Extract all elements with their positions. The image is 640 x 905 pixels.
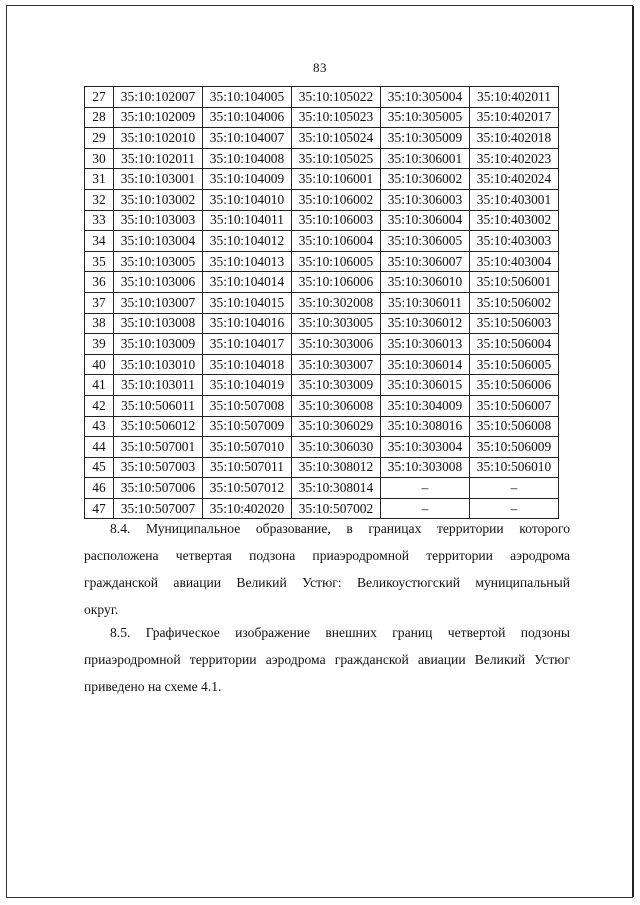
cadastral-number-cell: 35:10:403003 (470, 231, 559, 252)
cadastral-number-cell: 35:10:402024 (470, 169, 559, 190)
cadastral-number-cell: 35:10:106004 (292, 231, 381, 252)
cadastral-number-cell: 35:10:103008 (114, 313, 203, 334)
cadastral-number-cell: 35:10:305004 (381, 87, 470, 108)
table-row (85, 169, 559, 190)
paragraph-line: гражданской авиации Великий Устюг: Великоустюгский муниципальный (84, 575, 570, 590)
row-number: 32 (85, 189, 114, 210)
table-row (85, 210, 559, 231)
cadastral-number-cell: 35:10:306007 (381, 251, 470, 272)
cadastral-number-cell: 35:10:302008 (292, 292, 381, 313)
cadastral-number-cell: 35:10:306014 (381, 354, 470, 375)
cadastral-number-cell: 35:10:105025 (292, 148, 381, 169)
table-row (85, 292, 559, 313)
cadastral-number-cell: 35:10:104010 (203, 189, 292, 210)
cadastral-number-cell: 35:10:103007 (114, 292, 203, 313)
paragraph-line: 8.4. Муниципальное образование, в границах территории которого (110, 521, 570, 536)
cadastral-number-cell: 35:10:506006 (470, 375, 559, 396)
cadastral-number-cell: 35:10:506003 (470, 313, 559, 334)
cadastral-number-cell: 35:10:104007 (203, 128, 292, 149)
cadastral-number-cell: 35:10:507012 (203, 478, 292, 499)
table-row (85, 87, 559, 108)
cadastral-number-cell: 35:10:102010 (114, 128, 203, 149)
cadastral-number-cell: 35:10:104016 (203, 313, 292, 334)
table-row (85, 189, 559, 210)
cadastral-number-cell: 35:10:402020 (203, 498, 292, 519)
row-number: 40 (85, 354, 114, 375)
cadastral-number-cell: 35:10:103004 (114, 231, 203, 252)
table-row (85, 334, 559, 355)
row-number: 41 (85, 375, 114, 396)
cadastral-number-cell: 35:10:103002 (114, 189, 203, 210)
page-number: 83 (313, 60, 327, 75)
cadastral-number-cell: 35:10:506001 (470, 272, 559, 293)
cadastral-number-cell: 35:10:507009 (203, 416, 292, 437)
cadastral-number-cell: 35:10:105022 (292, 87, 381, 108)
table-row (85, 251, 559, 272)
table-row (85, 128, 559, 149)
cadastral-number-cell: 35:10:306015 (381, 375, 470, 396)
cadastral-number-cell: 35:10:103005 (114, 251, 203, 272)
table-row (85, 313, 559, 334)
cadastral-number-cell: 35:10:102011 (114, 148, 203, 169)
row-number: 30 (85, 148, 114, 169)
cadastral-number-cell: 35:10:303009 (292, 375, 381, 396)
scan-edge (632, 6, 634, 897)
cadastral-number-cell: 35:10:103009 (114, 334, 203, 355)
cadastral-number-cell: 35:10:104014 (203, 272, 292, 293)
paragraph-line: расположена четвертая подзона приаэродромной территории аэродрома (84, 548, 570, 563)
cadastral-number-cell: 35:10:506011 (114, 395, 203, 416)
cadastral-table (84, 86, 559, 519)
cadastral-number-cell: 35:10:303004 (381, 437, 470, 458)
cadastral-number-cell: 35:10:102009 (114, 107, 203, 128)
table-row (85, 416, 559, 437)
paragraph-line: округ. (84, 602, 119, 617)
cadastral-number-cell: 35:10:403001 (470, 189, 559, 210)
cadastral-number-cell: 35:10:306029 (292, 416, 381, 437)
cadastral-number-cell: 35:10:507003 (114, 457, 203, 478)
table-row (85, 375, 559, 396)
cadastral-number-cell: 35:10:104011 (203, 210, 292, 231)
cadastral-number-cell: 35:10:104018 (203, 354, 292, 375)
cadastral-number-cell: 35:10:506012 (114, 416, 203, 437)
cadastral-number-cell: 35:10:305005 (381, 107, 470, 128)
cadastral-number-cell: 35:10:507011 (203, 457, 292, 478)
cadastral-number-cell: 35:10:305009 (381, 128, 470, 149)
cadastral-number-cell: 35:10:106006 (292, 272, 381, 293)
cadastral-number-cell: 35:10:402018 (470, 128, 559, 149)
row-number: 46 (85, 478, 114, 499)
cadastral-number-cell: 35:10:103001 (114, 169, 203, 190)
row-number: 42 (85, 395, 114, 416)
cadastral-number-cell: 35:10:306008 (292, 395, 381, 416)
row-number: 31 (85, 169, 114, 190)
cadastral-number-cell: 35:10:106001 (292, 169, 381, 190)
cadastral-number-cell: 35:10:402011 (470, 87, 559, 108)
row-number: 37 (85, 292, 114, 313)
paragraph-8-4 (84, 515, 570, 623)
table-row (85, 354, 559, 375)
cadastral-number-cell: 35:10:303005 (292, 313, 381, 334)
row-number: 47 (85, 498, 114, 519)
paragraph-line: приведено на схеме 4.1. (84, 679, 222, 694)
cadastral-number-cell: 35:10:308016 (381, 416, 470, 437)
cadastral-number-cell: 35:10:104013 (203, 251, 292, 272)
row-number: 45 (85, 457, 114, 478)
table-body (85, 87, 559, 519)
cadastral-number-cell: 35:10:106002 (292, 189, 381, 210)
cadastral-number-cell: 35:10:104009 (203, 169, 292, 190)
cadastral-number-cell: 35:10:306010 (381, 272, 470, 293)
row-number: 39 (85, 334, 114, 355)
cadastral-number-cell: 35:10:106005 (292, 251, 381, 272)
cadastral-number-cell: 35:10:103003 (114, 210, 203, 231)
cadastral-number-cell: 35:10:306012 (381, 313, 470, 334)
cadastral-number-cell: 35:10:105023 (292, 107, 381, 128)
paragraph-line: приаэродромной территории аэродрома гражданской авиации Великий Устюг (84, 652, 570, 667)
cadastral-number-cell: 35:10:103006 (114, 272, 203, 293)
cadastral-number-cell: 35:10:306002 (381, 169, 470, 190)
table-row (85, 478, 559, 499)
cadastral-number-cell: 35:10:306013 (381, 334, 470, 355)
cadastral-number-cell: 35:10:304009 (381, 395, 470, 416)
table-row (85, 107, 559, 128)
cadastral-number-cell: 35:10:104012 (203, 231, 292, 252)
cadastral-number-cell: 35:10:308014 (292, 478, 381, 499)
cadastral-number-cell: 35:10:403004 (470, 251, 559, 272)
row-number: 34 (85, 231, 114, 252)
row-number: 33 (85, 210, 114, 231)
row-number: 38 (85, 313, 114, 334)
cadastral-number-cell: – (381, 498, 470, 519)
cadastral-number-cell: – (470, 478, 559, 499)
cadastral-number-cell: 35:10:507008 (203, 395, 292, 416)
cadastral-number-cell: 35:10:102007 (114, 87, 203, 108)
row-number: 44 (85, 437, 114, 458)
paragraph-8-5 (84, 619, 570, 700)
paragraph-line: 8.5. Графическое изображение внешних границ четвертой подзоны (110, 625, 570, 640)
row-number: 29 (85, 128, 114, 149)
row-number: 36 (85, 272, 114, 293)
cadastral-number-cell: 35:10:507001 (114, 437, 203, 458)
cadastral-number-cell: 35:10:106003 (292, 210, 381, 231)
cadastral-number-cell: 35:10:403002 (470, 210, 559, 231)
cadastral-number-cell: 35:10:103010 (114, 354, 203, 375)
cadastral-number-cell: 35:10:506008 (470, 416, 559, 437)
row-number: 35 (85, 251, 114, 272)
cadastral-number-cell: 35:10:104008 (203, 148, 292, 169)
cadastral-number-cell: 35:10:104019 (203, 375, 292, 396)
cadastral-number-cell: 35:10:104015 (203, 292, 292, 313)
cadastral-number-cell: 35:10:104005 (203, 87, 292, 108)
table-row (85, 395, 559, 416)
row-number: 28 (85, 107, 114, 128)
cadastral-number-cell: 35:10:306003 (381, 189, 470, 210)
row-number: 43 (85, 416, 114, 437)
cadastral-number-cell: 35:10:303007 (292, 354, 381, 375)
cadastral-number-cell: 35:10:103011 (114, 375, 203, 396)
cadastral-number-cell: 35:10:506005 (470, 354, 559, 375)
cadastral-number-cell: 35:10:506004 (470, 334, 559, 355)
cadastral-number-cell: 35:10:306001 (381, 148, 470, 169)
cadastral-number-cell: 35:10:306004 (381, 210, 470, 231)
row-number: 27 (85, 87, 114, 108)
cadastral-number-cell: 35:10:306030 (292, 437, 381, 458)
cadastral-number-cell: 35:10:507006 (114, 478, 203, 499)
cadastral-number-cell: – (381, 478, 470, 499)
cadastral-number-cell: 35:10:303006 (292, 334, 381, 355)
cadastral-number-cell: 35:10:306011 (381, 292, 470, 313)
table-row (85, 148, 559, 169)
cadastral-number-cell: 35:10:506009 (470, 437, 559, 458)
cadastral-number-cell: 35:10:104006 (203, 107, 292, 128)
cadastral-number-cell: 35:10:105024 (292, 128, 381, 149)
cadastral-number-cell: 35:10:507002 (292, 498, 381, 519)
cadastral-number-cell: 35:10:507007 (114, 498, 203, 519)
table-row (85, 231, 559, 252)
cadastral-number-cell: – (470, 498, 559, 519)
cadastral-number-cell: 35:10:402017 (470, 107, 559, 128)
cadastral-number-cell: 35:10:506007 (470, 395, 559, 416)
table-row (85, 457, 559, 478)
cadastral-number-cell: 35:10:306005 (381, 231, 470, 252)
cadastral-number-cell: 35:10:104017 (203, 334, 292, 355)
cadastral-number-cell: 35:10:402023 (470, 148, 559, 169)
cadastral-number-cell: 35:10:303008 (381, 457, 470, 478)
cadastral-number-cell: 35:10:506002 (470, 292, 559, 313)
cadastral-number-cell: 35:10:308012 (292, 457, 381, 478)
table-row (85, 437, 559, 458)
cadastral-number-cell: 35:10:506010 (470, 457, 559, 478)
table-row (85, 272, 559, 293)
cadastral-number-cell: 35:10:507010 (203, 437, 292, 458)
